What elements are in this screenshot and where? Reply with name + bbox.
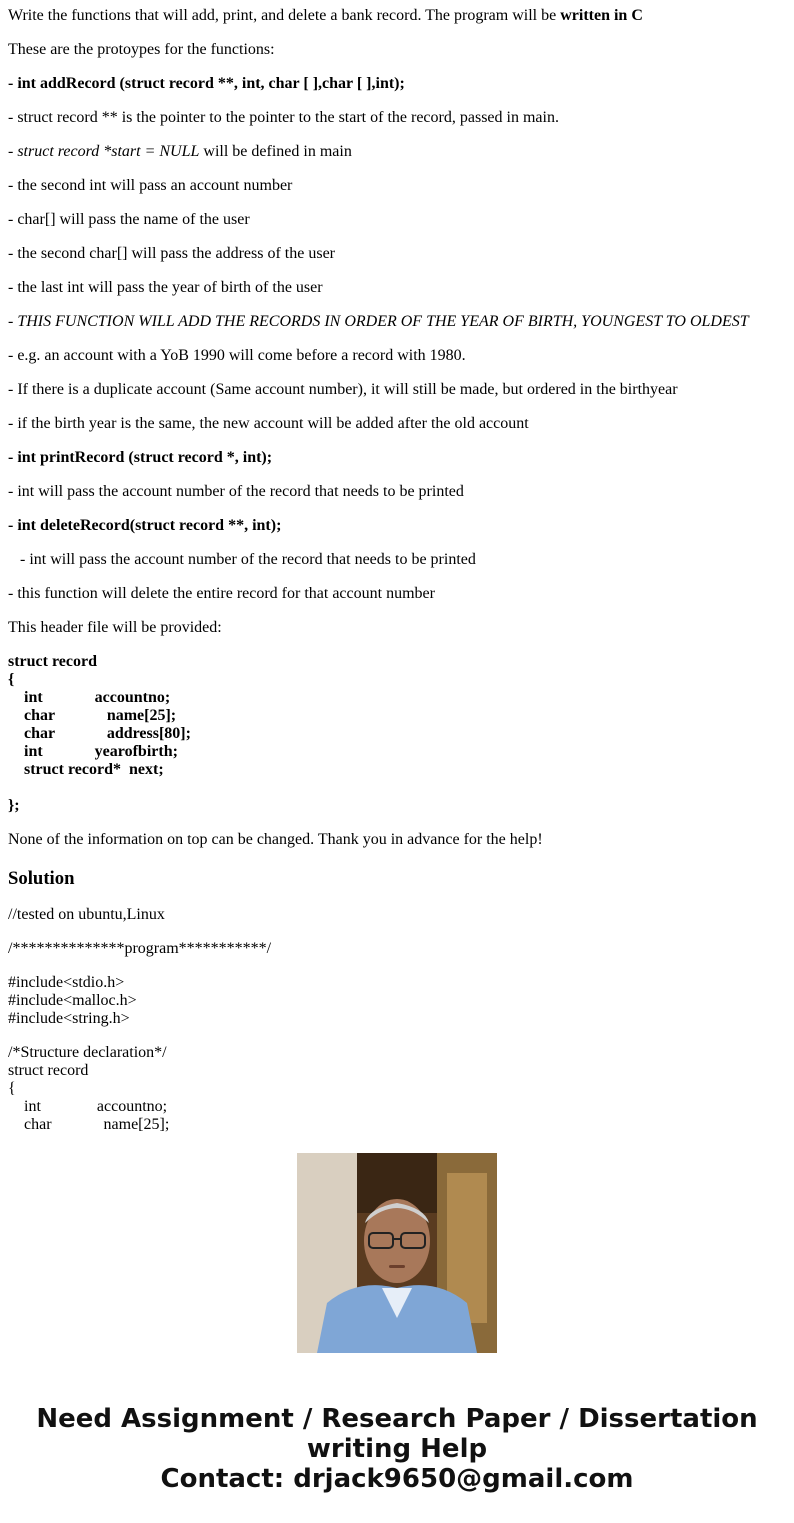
start-declaration: struct record *start = NULL bbox=[17, 143, 200, 160]
struct-line: char name[25]; bbox=[8, 707, 177, 724]
struct-line: { bbox=[8, 671, 15, 688]
code-line: struct record bbox=[8, 1062, 89, 1079]
ordering-rule: THIS FUNCTION WILL ADD THE RECORDS IN ORDER OF THE YEAR OF BIRTH, YOUNGEST TO OLDEST bbox=[17, 313, 749, 330]
closing-note: None of the information on top can be changed. Thank you in advance for the help! bbox=[8, 831, 543, 848]
prototypes-intro: These are the protoypes for the functions: bbox=[8, 41, 275, 58]
intro-paragraph bbox=[8, 7, 786, 25]
print-record-desc-1: - int will pass the account number of the record that needs to be printed bbox=[8, 483, 464, 500]
includes-block bbox=[8, 974, 786, 1028]
solution-heading: Solution bbox=[8, 868, 75, 889]
dash: - bbox=[8, 143, 18, 160]
footer-contact: Contact: drjack9650@gmail.com bbox=[160, 1464, 634, 1494]
struct-line: }; bbox=[8, 797, 20, 814]
include-line: #include<stdio.h> bbox=[8, 974, 125, 991]
dash: - bbox=[8, 313, 18, 330]
struct-line: int yearofbirth; bbox=[8, 743, 178, 760]
avatar-portrait-icon bbox=[297, 1153, 497, 1353]
code-block bbox=[8, 1044, 786, 1134]
delete-record-prototype: - int deleteRecord(struct record **, int); bbox=[8, 517, 282, 534]
add-record-desc-10: - if the birth year is the same, the new account will be added after the old account bbox=[8, 415, 529, 432]
code-line: char name[25]; bbox=[8, 1116, 170, 1133]
add-record-desc-7 bbox=[8, 313, 786, 331]
add-record-desc-9: - If there is a duplicate account (Same account number), it will still be made, but ordered in the birthyear bbox=[8, 381, 678, 398]
delete-record-desc-1: - int will pass the account number of the record that needs to be printed bbox=[8, 551, 476, 568]
solution-banner: /**************program***********/ bbox=[8, 940, 272, 957]
add-record-desc-4: - char[] will pass the name of the user bbox=[8, 211, 250, 228]
footer-banner bbox=[0, 1404, 794, 1494]
add-record-desc-3: - the second int will pass an account number bbox=[8, 177, 293, 194]
include-line: #include<malloc.h> bbox=[8, 992, 137, 1009]
code-line: int accountno; bbox=[8, 1098, 168, 1115]
add-record-desc-1: - struct record ** is the pointer to the pointer to the start of the record, passed in main. bbox=[8, 109, 559, 126]
code-line: /*Structure declaration*/ bbox=[8, 1044, 167, 1061]
print-record-signature: int printRecord (struct record *, int); bbox=[17, 449, 273, 466]
struct-line: int accountno; bbox=[8, 689, 171, 706]
avatar bbox=[297, 1153, 497, 1353]
add-record-desc-6: - the last int will pass the year of birth of the user bbox=[8, 279, 323, 296]
delete-record-desc-2: - this function will delete the entire record for that account number bbox=[8, 585, 435, 602]
add-record-desc-8: - e.g. an account with a YoB 1990 will come before a record with 1980. bbox=[8, 347, 466, 364]
print-record-prototype bbox=[8, 449, 786, 467]
solution-tested: //tested on ubuntu,Linux bbox=[8, 906, 165, 923]
add-record-desc-5: - the second char[] will pass the address of the user bbox=[8, 245, 335, 262]
struct-line bbox=[8, 779, 786, 797]
struct-line: struct record* next; bbox=[8, 761, 164, 778]
struct-line: struct record bbox=[8, 653, 97, 670]
struct-line: char address[80]; bbox=[8, 725, 191, 742]
footer-line-2: writing Help bbox=[306, 1434, 488, 1464]
intro-text: Write the functions that will add, print, and delete a bank record. The program will be bbox=[8, 7, 561, 24]
document-body bbox=[8, 7, 786, 1133]
footer-line-1: Need Assignment / Research Paper / Dissertation bbox=[36, 1404, 758, 1434]
code-line: { bbox=[8, 1080, 16, 1097]
intro-language: written in C bbox=[560, 7, 643, 24]
add-record-desc-2 bbox=[8, 143, 786, 161]
dash: - bbox=[8, 449, 18, 466]
include-line: #include<string.h> bbox=[8, 1010, 130, 1027]
add-record-prototype: - int addRecord (struct record **, int, char [ ],char [ ],int); bbox=[8, 75, 405, 92]
start-declaration-suffix: will be defined in main bbox=[199, 143, 352, 160]
header-intro: This header file will be provided: bbox=[8, 619, 222, 636]
struct-definition-block bbox=[8, 653, 786, 815]
